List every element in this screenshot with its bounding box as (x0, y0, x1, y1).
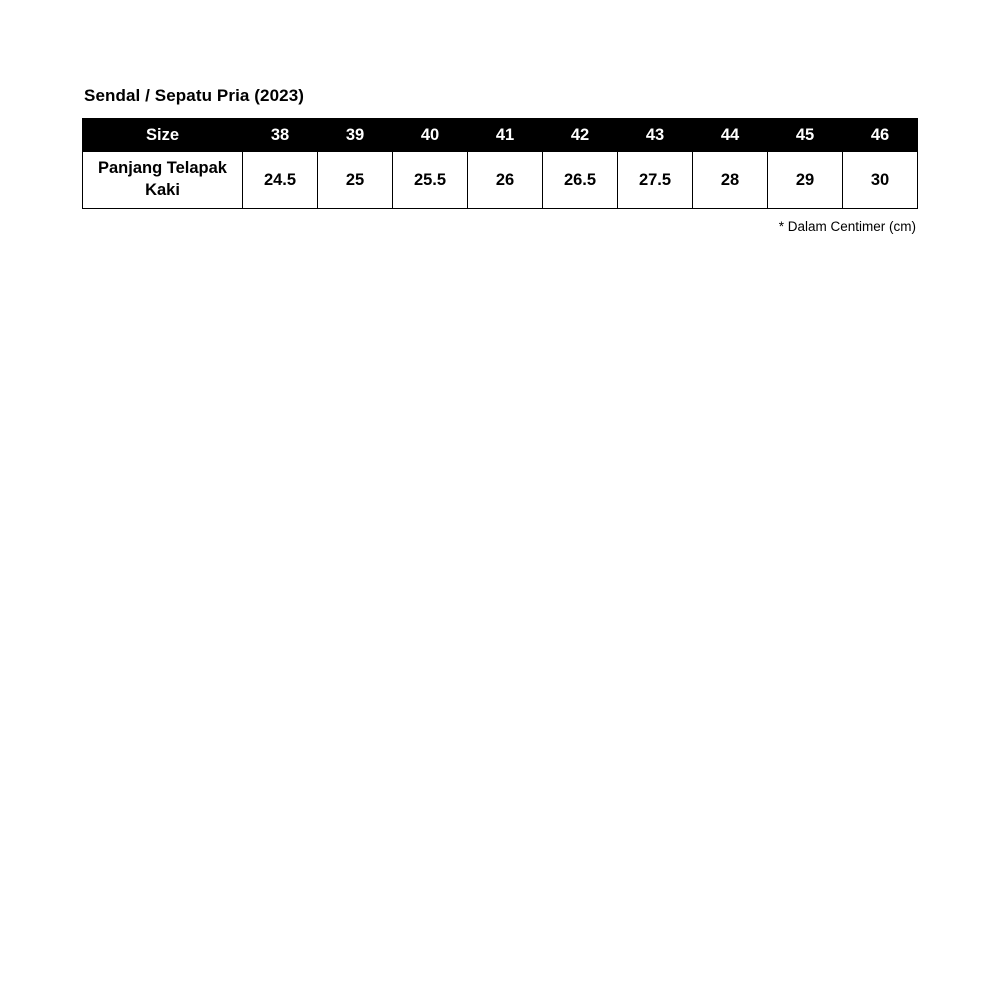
cell-size-46: 30 (843, 152, 918, 209)
table-header (83, 119, 918, 152)
size-chart-table (82, 118, 918, 209)
page-title: Sendal / Sepatu Pria (2023) (84, 86, 305, 105)
column-header-44: 44 (693, 119, 768, 152)
column-header-42: 42 (543, 119, 618, 152)
unit-footnote: * Dalam Centimer (cm) (778, 219, 916, 234)
column-header-45: 45 (768, 119, 843, 152)
cell-size-43: 27.5 (618, 152, 693, 209)
size-chart-container (82, 86, 918, 234)
cell-size-38: 24.5 (243, 152, 318, 209)
cell-size-42: 26.5 (543, 152, 618, 209)
column-header-40: 40 (393, 119, 468, 152)
table-header-row (83, 119, 918, 152)
table-row (83, 152, 918, 209)
cell-size-40: 25.5 (393, 152, 468, 209)
row-label-panjang-telapak-kaki: Panjang Telapak Kaki (83, 152, 243, 209)
column-header-46: 46 (843, 119, 918, 152)
column-header-41: 41 (468, 119, 543, 152)
cell-size-45: 29 (768, 152, 843, 209)
column-header-39: 39 (318, 119, 393, 152)
cell-size-39: 25 (318, 152, 393, 209)
column-header-size: Size (83, 119, 243, 152)
cell-size-41: 26 (468, 152, 543, 209)
column-header-38: 38 (243, 119, 318, 152)
column-header-43: 43 (618, 119, 693, 152)
cell-size-44: 28 (693, 152, 768, 209)
table-body (83, 152, 918, 209)
